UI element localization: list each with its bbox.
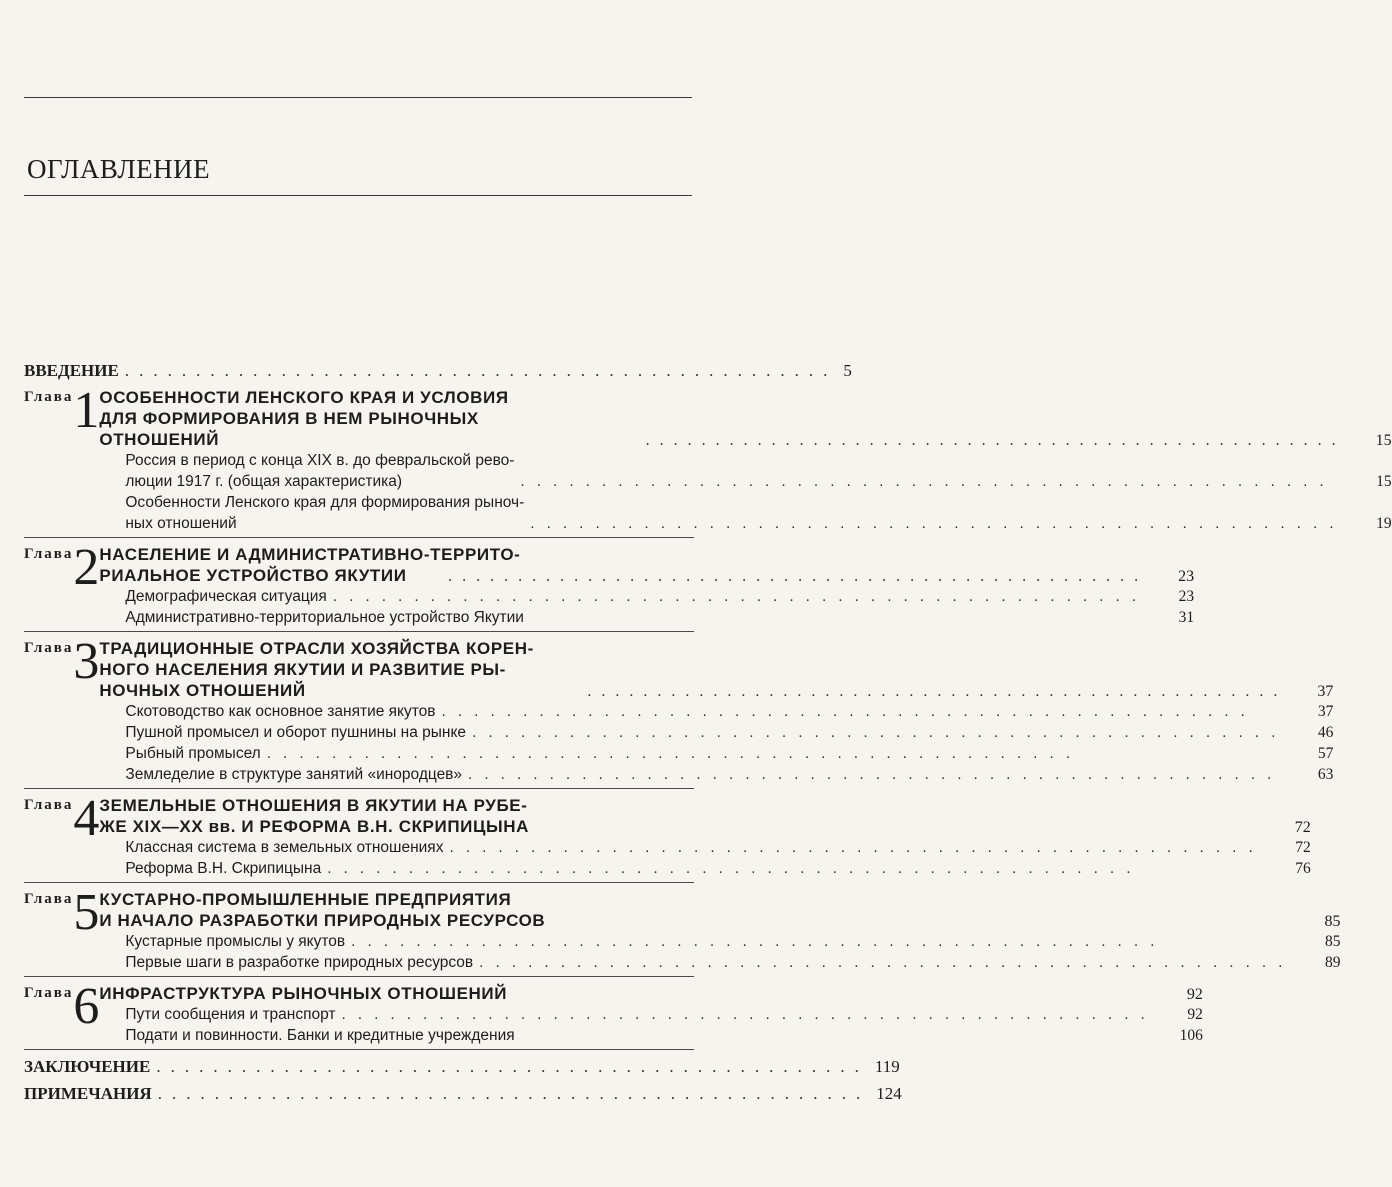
section-page: 37 bbox=[1317, 703, 1334, 720]
chapter-title-line bbox=[99, 680, 1333, 701]
section-page: 72 bbox=[1295, 839, 1311, 856]
section-title bbox=[125, 931, 345, 952]
section-title-line: Административно-территориальное устройство Якутии bbox=[125, 609, 524, 626]
chapter-title-text: И НАЧАЛО РАЗРАБОТКИ ПРИРОДНЫХ РЕСУРСОВ bbox=[99, 911, 546, 930]
section-title bbox=[125, 450, 514, 492]
section-page: 106 bbox=[1179, 1027, 1203, 1044]
conclusion-label: ЗАКЛЮЧЕНИЕ bbox=[24, 1057, 151, 1076]
leader-dots: .................................................. bbox=[266, 745, 1083, 762]
section-title bbox=[125, 1025, 514, 1046]
section-title-line: Кустарные промыслы у якутов bbox=[125, 933, 346, 950]
leader-dots: .................................................. bbox=[587, 683, 1288, 700]
chapter-entry[interactable] bbox=[24, 978, 1203, 1050]
chapter-page: 85 bbox=[1324, 913, 1341, 930]
toc-entry-conclusion[interactable] bbox=[24, 1056, 900, 1077]
section-title bbox=[125, 858, 321, 879]
chapter-page: 23 bbox=[1178, 568, 1195, 585]
chapter-number: 3 bbox=[73, 633, 100, 690]
chapter-entry[interactable] bbox=[24, 633, 1334, 789]
chapter-body bbox=[99, 795, 1310, 879]
chapter-word: Глава bbox=[24, 797, 74, 813]
chapter-title-text: ДЛЯ ФОРМИРОВАНИЯ В НЕМ РЫНОЧНЫХ bbox=[99, 409, 479, 428]
section-title-line: Рыбный промысел bbox=[125, 745, 261, 762]
chapter-body bbox=[99, 983, 1202, 1046]
chapter-body bbox=[99, 387, 1391, 534]
section-title bbox=[125, 492, 524, 534]
chapter-number: 6 bbox=[73, 978, 100, 1035]
section-page: 85 bbox=[1325, 933, 1341, 950]
chapter-list bbox=[24, 382, 1392, 1050]
chapter-entry[interactable] bbox=[24, 884, 1341, 977]
section-title-line: ных отношений bbox=[125, 515, 237, 532]
section-entry[interactable] bbox=[99, 586, 1194, 607]
section-page: 92 bbox=[1187, 1006, 1203, 1023]
conclusion-page: 119 bbox=[874, 1057, 900, 1076]
section-title-line: Подати и повинности. Банки и кредитные учреждения bbox=[125, 1027, 515, 1044]
chapter-title-line bbox=[99, 910, 1340, 931]
chapter-title-line bbox=[99, 387, 1391, 408]
leader-dots: .................................................. bbox=[530, 515, 1346, 532]
notes-label: ПРИМЕЧАНИЯ bbox=[24, 1084, 152, 1103]
section-title bbox=[125, 743, 260, 764]
chapter-word: Глава bbox=[24, 985, 74, 1001]
chapter-word: Глава bbox=[24, 546, 74, 562]
section-entry[interactable] bbox=[99, 1004, 1202, 1025]
chapter-title-line bbox=[99, 795, 1310, 816]
introduction-label: ВВЕДЕНИЕ bbox=[24, 361, 119, 380]
section-title-line: Классная система в земельных отношениях bbox=[125, 839, 444, 856]
chapter-word: Глава bbox=[24, 389, 74, 405]
chapter-title-text: ЖЕ XIX—XX вв. И РЕФОРМА В.Н. СКРИПИЦЫНА bbox=[99, 817, 529, 836]
section-title bbox=[125, 586, 326, 607]
chapter-page: 37 bbox=[1317, 683, 1334, 700]
chapter-word: Глава bbox=[24, 891, 74, 907]
section-page: 23 bbox=[1178, 588, 1195, 605]
section-page: 46 bbox=[1317, 724, 1334, 741]
section-page: 31 bbox=[1178, 609, 1195, 626]
section-entry[interactable] bbox=[99, 931, 1340, 952]
chapter-body bbox=[99, 889, 1340, 973]
leader-dots: .................................................. bbox=[449, 839, 1265, 856]
title-underline-rule bbox=[24, 195, 692, 196]
leader-dots: .................................................. bbox=[448, 568, 1149, 585]
chapter-title-text: ТРАДИЦИОННЫЕ ОТРАСЛИ ХОЗЯЙСТВА КОРЕН- bbox=[99, 639, 534, 658]
leader-dots: .................................................. bbox=[645, 432, 1346, 449]
chapter-title-line bbox=[99, 659, 1333, 680]
introduction-page: 5 bbox=[843, 361, 852, 380]
chapter-body bbox=[99, 638, 1333, 785]
section-title-line: Пути сообщения и транспорт bbox=[125, 1006, 336, 1023]
section-entry[interactable] bbox=[99, 858, 1310, 879]
section-entry[interactable] bbox=[99, 764, 1333, 785]
chapter-title-text: НАСЕЛЕНИЕ И АДМИНИСТРАТИВНО-ТЕРРИТО- bbox=[99, 545, 521, 564]
section-title-line: Скотоводство как основное занятие якутов bbox=[125, 703, 436, 720]
chapter-number: 4 bbox=[73, 790, 100, 847]
chapter-entry[interactable] bbox=[24, 790, 1311, 883]
chapter-title-text: ИНФРАСТРУКТУРА РЫНОЧНЫХ ОТНОШЕНИЙ bbox=[99, 984, 508, 1003]
section-page: 19 bbox=[1376, 515, 1392, 532]
section-page: 15 bbox=[1376, 473, 1392, 490]
chapter-title-text: ЗЕМЕЛЬНЫЕ ОТНОШЕНИЯ В ЯКУТИИ НА РУБЕ- bbox=[99, 796, 528, 815]
section-title-line: Первые шаги в разработке природных ресурсов bbox=[125, 954, 474, 971]
section-entry[interactable] bbox=[99, 743, 1333, 764]
leader-dots: .................................................. bbox=[441, 703, 1257, 720]
chapter-body bbox=[99, 544, 1194, 628]
section-title bbox=[125, 837, 443, 858]
leader-dots: .................................................. bbox=[327, 860, 1143, 877]
page-title: ОГЛАВЛЕНИЕ bbox=[27, 154, 211, 185]
chapter-page: 72 bbox=[1294, 819, 1311, 836]
section-entry[interactable] bbox=[99, 450, 1391, 492]
section-title-line: Реформа В.Н. Скрипицына bbox=[125, 860, 322, 877]
section-title bbox=[125, 722, 466, 743]
section-title bbox=[125, 952, 473, 973]
leader-dots: .................................................. bbox=[479, 954, 1295, 971]
chapter-page: 92 bbox=[1186, 986, 1203, 1003]
chapter-title-text: РИАЛЬНОЕ УСТРОЙСТВО ЯКУТИИ bbox=[99, 566, 407, 585]
chapter-title-line bbox=[99, 816, 1310, 837]
chapter-title-text: ОСОБЕННОСТИ ЛЕНСКОГО КРАЯ И УСЛОВИЯ bbox=[99, 388, 509, 407]
leader-dots: .................................................. bbox=[351, 933, 1167, 950]
leader-dots: .................................................. bbox=[472, 724, 1288, 741]
section-title-line: Особенности Ленского края для формирования рыноч- bbox=[125, 494, 525, 511]
section-entry[interactable] bbox=[99, 607, 1194, 628]
leader-dots: .................................................. bbox=[157, 1084, 871, 1103]
section-title-line: Пушной промысел и оборот пушнины на рынке bbox=[125, 724, 467, 741]
section-title bbox=[125, 607, 524, 628]
section-title-line: Демографическая ситуация bbox=[125, 588, 327, 605]
section-page: 76 bbox=[1295, 860, 1311, 877]
section-title bbox=[125, 1004, 335, 1025]
section-entry[interactable] bbox=[99, 492, 1391, 534]
leader-dots: .................................................. bbox=[156, 1057, 869, 1076]
section-page: 63 bbox=[1317, 766, 1334, 783]
chapter-title-text: ОТНОШЕНИЙ bbox=[99, 430, 220, 449]
section-entry[interactable] bbox=[99, 952, 1340, 973]
section-entry[interactable] bbox=[99, 1025, 1202, 1046]
section-title-line: люции 1917 г. (общая характеристика) bbox=[125, 473, 403, 490]
leader-dots: .................................................. bbox=[341, 1006, 1157, 1023]
chapter-title-text: НОЧНЫХ ОТНОШЕНИЙ bbox=[99, 681, 306, 700]
chapter-title-line bbox=[99, 544, 1194, 565]
section-title-line: Земледелие в структуре занятий «инородцев» bbox=[125, 766, 463, 783]
chapter-entry[interactable] bbox=[24, 382, 1392, 538]
chapter-title-text: НОГО НАСЕЛЕНИЯ ЯКУТИИ И РАЗВИТИЕ РЫ- bbox=[99, 660, 506, 679]
leader-dots: .................................................. bbox=[124, 361, 838, 380]
section-entry[interactable] bbox=[99, 722, 1333, 743]
chapter-title-line bbox=[99, 565, 1194, 586]
chapter-word: Глава bbox=[24, 640, 74, 656]
section-title bbox=[125, 764, 462, 785]
chapter-number: 1 bbox=[73, 382, 100, 439]
top-rule bbox=[24, 97, 692, 98]
leader-dots: .................................................. bbox=[520, 473, 1336, 490]
toc-entry-notes[interactable] bbox=[24, 1083, 902, 1104]
section-title bbox=[125, 701, 435, 722]
chapter-title-text: КУСТАРНО-ПРОМЫШЛЕННЫЕ ПРЕДПРИЯТИЯ bbox=[99, 890, 512, 909]
section-entry[interactable] bbox=[99, 837, 1310, 858]
chapter-number: 5 bbox=[73, 884, 100, 941]
chapter-number: 2 bbox=[73, 539, 100, 596]
table-of-contents bbox=[24, 360, 1392, 1104]
section-entry[interactable] bbox=[99, 701, 1333, 722]
chapter-entry[interactable] bbox=[24, 539, 1195, 632]
leader-dots: .................................................. bbox=[332, 588, 1149, 605]
chapter-title-line bbox=[99, 638, 1333, 659]
section-title-line: Россия в период с конца XIX в. до февральской рево- bbox=[125, 452, 515, 469]
section-page: 57 bbox=[1317, 745, 1334, 762]
toc-entry-introduction[interactable] bbox=[24, 360, 852, 381]
notes-page: 124 bbox=[876, 1084, 902, 1103]
chapter-title-line bbox=[99, 408, 1391, 429]
chapter-page: 15 bbox=[1375, 432, 1392, 449]
leader-dots: .................................................. bbox=[468, 766, 1284, 783]
chapter-title-line bbox=[99, 889, 1340, 910]
chapter-title-line bbox=[99, 983, 1202, 1004]
chapter-title-line bbox=[99, 429, 1391, 450]
section-page: 89 bbox=[1325, 954, 1341, 971]
